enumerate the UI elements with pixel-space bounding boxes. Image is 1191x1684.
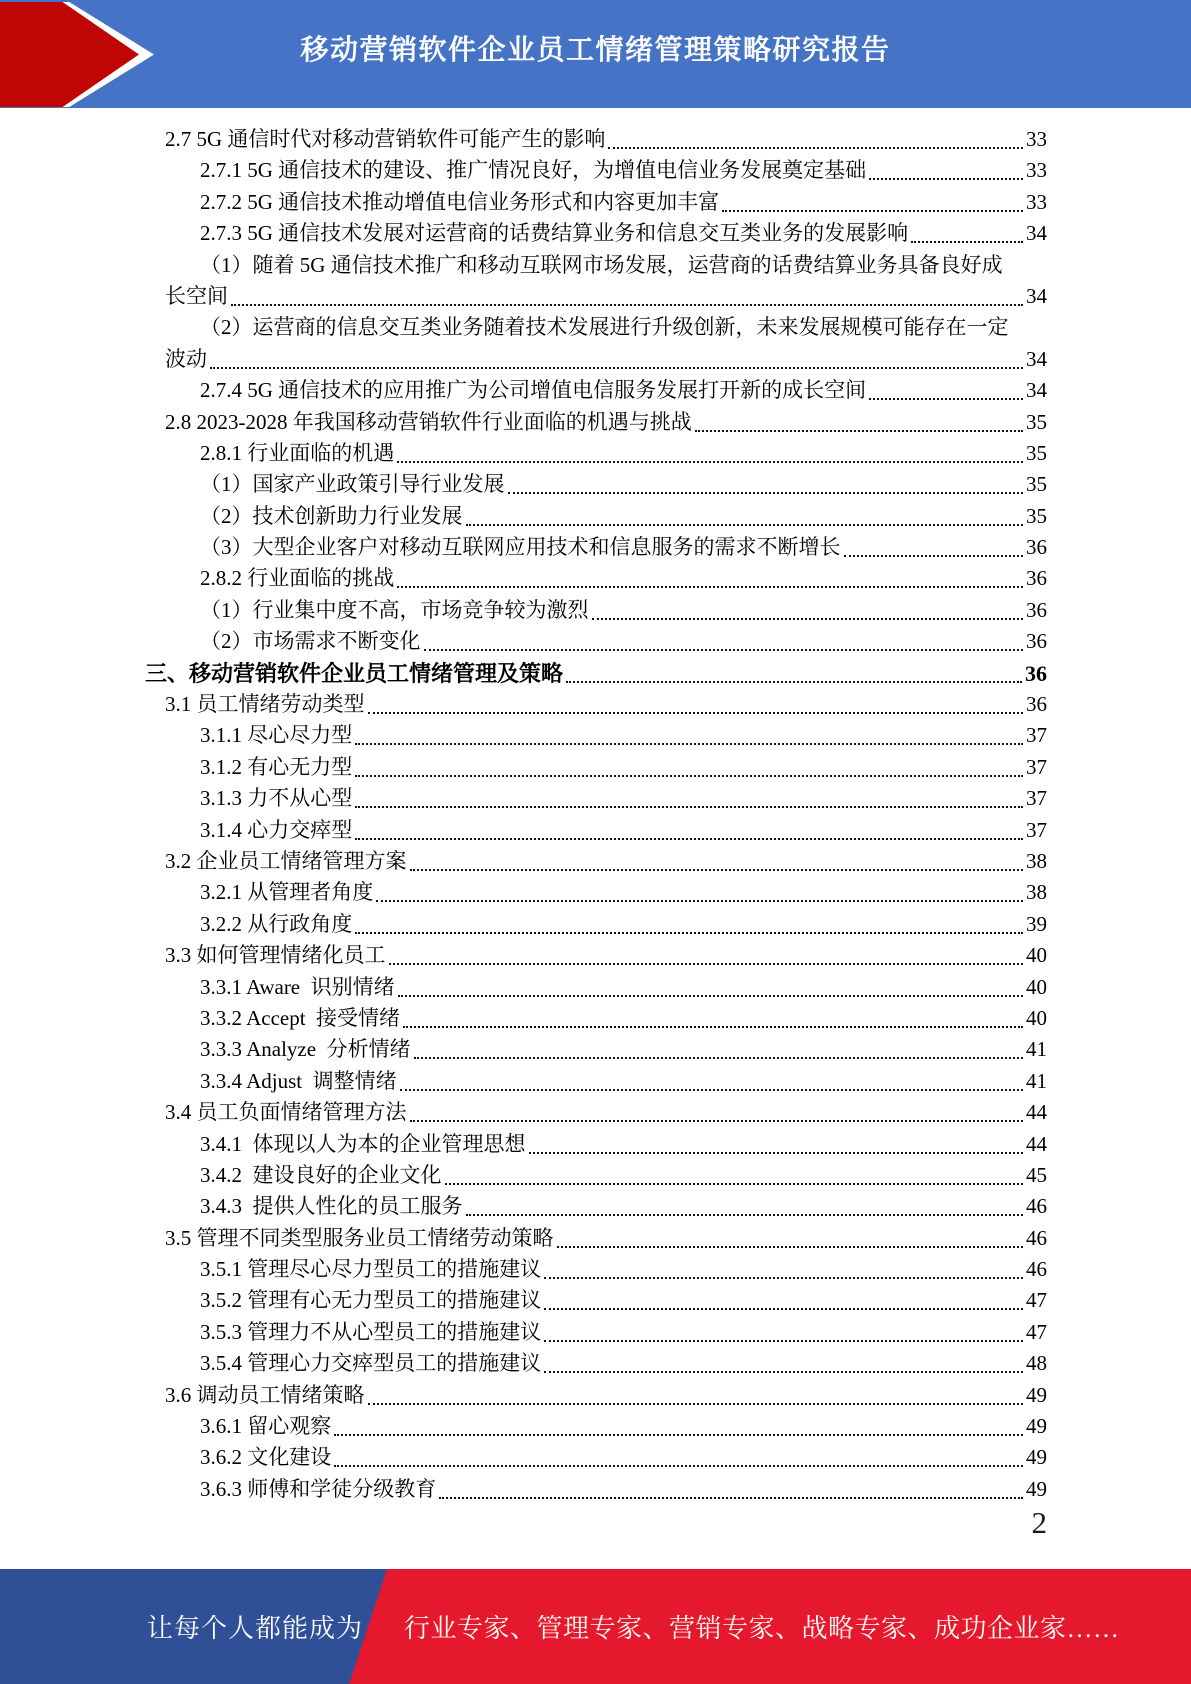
toc-dot-leader [722, 187, 1023, 212]
toc-entry-text: 3.2 企业员工情绪管理方案 [165, 848, 407, 873]
toc-page-ref: 40 [1026, 943, 1047, 968]
toc-entry-text: 2.7.1 5G 通信技术的建设、推广情况良好，为增值电信业务发展奠定基础 [200, 158, 867, 183]
toc-dot-leader [414, 1034, 1023, 1059]
toc-page-ref: 36 [1025, 660, 1047, 686]
toc-entry[interactable] [0, 658, 1047, 689]
toc-entry[interactable] [0, 469, 1047, 500]
toc-dot-leader [608, 124, 1023, 149]
toc-entry-text: 2.7.4 5G 通信技术的应用推广为公司增值电信服务发展打开新的成长空间 [200, 378, 867, 403]
toc-dot-leader [424, 626, 1024, 651]
toc-entry[interactable] [0, 1348, 1047, 1379]
toc-page-ref: 35 [1026, 472, 1047, 497]
toc-page-ref: 38 [1026, 848, 1047, 873]
toc-page-ref: 34 [1026, 283, 1047, 308]
toc-dot-leader [592, 595, 1024, 620]
toc-page-ref: 41 [1026, 1068, 1047, 1093]
toc-page-ref: 49 [1026, 1382, 1047, 1407]
toc-page-ref: 34 [1026, 221, 1047, 246]
toc-page-ref: 46 [1026, 1225, 1047, 1250]
toc-page-ref: 37 [1026, 817, 1047, 842]
toc-page-ref: 44 [1026, 1131, 1047, 1156]
toc-page-ref: 45 [1026, 1162, 1047, 1187]
toc-page-ref: 33 [1026, 158, 1047, 183]
toc-entry[interactable] [0, 563, 1047, 594]
toc-entry-text: 3.1.1 尽心尽力型 [200, 723, 353, 748]
toc-dot-leader [368, 689, 1024, 714]
toc-dot-leader [844, 532, 1024, 557]
toc-page-ref: 39 [1026, 911, 1047, 936]
toc-dot-leader [400, 1066, 1023, 1091]
toc-dot-leader [445, 1160, 1024, 1185]
toc-dot-leader [397, 563, 1023, 588]
toc-dot-leader [466, 501, 1024, 526]
toc-page-ref: 49 [1026, 1414, 1047, 1439]
toc-entry-text: 3.5.1 管理尽心尽力型员工的措施建议 [200, 1257, 542, 1282]
toc-dot-leader [355, 720, 1023, 745]
toc-page-ref: 37 [1026, 723, 1047, 748]
toc-entry[interactable] [0, 1097, 1047, 1128]
toc-dot-leader [544, 1348, 1023, 1373]
toc-dot-leader [403, 1003, 1023, 1028]
toc-entry-text: （2）运营商的信息交互类业务随着技术发展进行升级创新，未来发展规模可能存在一定 [200, 315, 1009, 340]
toc-entry[interactable] [0, 1380, 1047, 1411]
toc-page-ref: 36 [1026, 566, 1047, 591]
toc-entry[interactable] [0, 1003, 1047, 1034]
toc-page-ref: 46 [1026, 1194, 1047, 1219]
toc-entry[interactable] [0, 375, 1047, 406]
table-of-contents [0, 124, 1191, 1505]
toc-entry-text: 3.2.2 从行政角度 [200, 911, 353, 936]
toc-entry-text: 3.6 调动员工情绪策略 [165, 1382, 365, 1407]
toc-entry[interactable] [0, 1317, 1047, 1348]
toc-entry[interactable] [0, 877, 1047, 908]
toc-dot-leader [355, 815, 1023, 840]
toc-entry[interactable] [0, 1129, 1047, 1160]
toc-entry-text: 波动 [165, 346, 207, 371]
toc-entry[interactable] [0, 1223, 1047, 1254]
toc-dot-leader [389, 940, 1024, 965]
toc-entry[interactable] [0, 1474, 1047, 1505]
toc-entry-text: 3.4.1 体现以人为本的企业管理思想 [200, 1131, 526, 1156]
toc-entry-text: 3.6.3 师傅和学徒分级教育 [200, 1476, 437, 1501]
toc-entry[interactable] [0, 1066, 1047, 1097]
toc-entry[interactable] [0, 1442, 1047, 1473]
toc-entry-text: （1）国家产业政策引导行业发展 [200, 472, 505, 497]
toc-dot-leader [566, 658, 1022, 683]
toc-entry-text: 3.1.4 心力交瘁型 [200, 817, 353, 842]
toc-entry-text: 3.3.3 Analyze 分析情绪 [200, 1037, 411, 1062]
toc-dot-leader [869, 375, 1023, 400]
toc-dot-leader [334, 1442, 1023, 1467]
toc-entry[interactable] [0, 940, 1047, 971]
toc-entry-text: 3.4.2 建设良好的企业文化 [200, 1162, 442, 1187]
toc-entry-text: 3.5.2 管理有心无力型员工的措施建议 [200, 1288, 542, 1313]
toc-entry-text: 3.1 员工情绪劳动类型 [165, 692, 365, 717]
toc-dot-leader [398, 972, 1023, 997]
toc-page-ref: 35 [1026, 440, 1047, 465]
toc-entry-text: 3.3.2 Accept 接受情绪 [200, 1005, 401, 1030]
toc-page-ref: 40 [1026, 974, 1047, 999]
toc-entry-text: 3.3.4 Adjust 调整情绪 [200, 1068, 397, 1093]
toc-entry-text: （1）行业集中度不高，市场竞争较为激烈 [200, 597, 589, 622]
toc-entry-text: 2.8.1 行业面临的机遇 [200, 440, 395, 465]
toc-entry[interactable] [0, 312, 1047, 343]
toc-entry-text: 3.5.3 管理力不从心型员工的措施建议 [200, 1319, 542, 1344]
toc-dot-leader [410, 846, 1024, 871]
toc-page-ref: 49 [1026, 1445, 1047, 1470]
toc-page-ref: 33 [1026, 127, 1047, 151]
toc-page-ref: 36 [1026, 535, 1047, 560]
toc-page-ref: 36 [1026, 692, 1047, 717]
toc-entry-text: 2.8 2023-2028 年我国移动营销软件行业面临的机遇与挑战 [165, 409, 692, 434]
toc-page-ref: 44 [1026, 1100, 1047, 1125]
toc-entry[interactable] [0, 1254, 1047, 1285]
toc-entry-text: 2.7.3 5G 通信技术发展对运营商的话费结算业务和信息交互类业务的发展影响 [200, 221, 909, 246]
toc-dot-leader [355, 909, 1023, 934]
report-title: 移动营销软件企业员工情绪管理策略研究报告 [300, 34, 891, 65]
toc-page-ref: 47 [1026, 1288, 1047, 1313]
toc-entry-text: 2.7 5G 通信时代对移动营销软件可能产生的影响 [165, 127, 606, 151]
toc-entry-text: （2）技术创新助力行业发展 [200, 503, 463, 528]
toc-entry-text: 3.6.2 文化建设 [200, 1445, 332, 1470]
toc-entry[interactable] [0, 595, 1047, 626]
toc-dot-leader [355, 752, 1023, 777]
toc-entry[interactable] [0, 1160, 1047, 1191]
toc-page-ref: 34 [1026, 378, 1047, 403]
toc-entry[interactable] [0, 187, 1047, 218]
toc-dot-leader [508, 469, 1024, 494]
toc-dot-leader [911, 218, 1023, 243]
toc-page-ref: 37 [1026, 754, 1047, 779]
toc-dot-leader [544, 1285, 1023, 1310]
toc-dot-leader [397, 438, 1023, 463]
toc-page-ref: 41 [1026, 1037, 1047, 1062]
footer-slogan-left: 让每个人都能成为 [147, 1614, 364, 1643]
toc-entry[interactable] [0, 1191, 1047, 1222]
toc-dot-leader [529, 1129, 1024, 1154]
toc-entry[interactable] [0, 720, 1047, 751]
toc-page-ref: 48 [1026, 1351, 1047, 1376]
toc-entry[interactable] [0, 909, 1047, 940]
page-number: 2 [1031, 1505, 1047, 1540]
toc-dot-leader [466, 1191, 1024, 1216]
toc-entry-text: 3.4 员工负面情绪管理方法 [165, 1100, 407, 1125]
toc-page-ref: 37 [1026, 786, 1047, 811]
toc-dot-leader [210, 344, 1023, 369]
toc-page-ref: 36 [1026, 597, 1047, 622]
toc-page-ref: 33 [1026, 189, 1047, 214]
toc-page-ref: 46 [1026, 1257, 1047, 1282]
toc-entry-text: 3.4.3 提供人性化的员工服务 [200, 1194, 463, 1219]
toc-dot-leader [231, 281, 1023, 306]
toc-entry-text: 3.1.3 力不从心型 [200, 786, 353, 811]
toc-dot-leader [410, 1097, 1024, 1122]
header-banner [0, 0, 1191, 108]
toc-entry-text: （2）市场需求不断变化 [200, 629, 421, 654]
header-arrow-icon [0, 2, 139, 107]
toc-entry[interactable] [0, 1285, 1047, 1316]
toc-entry[interactable] [0, 501, 1047, 532]
toc-entry[interactable] [0, 438, 1047, 469]
toc-entry-text: 3.1.2 有心无力型 [200, 754, 353, 779]
toc-entry[interactable] [0, 532, 1047, 563]
toc-entry-text: 三、移动营销软件企业员工情绪管理及策略 [145, 660, 564, 686]
toc-entry[interactable] [0, 689, 1047, 720]
toc-entry[interactable] [0, 218, 1047, 249]
toc-entry-text: 2.7.2 5G 通信技术推动增值电信业务形式和内容更加丰富 [200, 189, 720, 214]
toc-page-ref: 35 [1026, 503, 1047, 528]
toc-entry-text: 2.8.2 行业面临的挑战 [200, 566, 395, 591]
toc-entry[interactable] [0, 155, 1047, 186]
footer-banner [0, 1569, 1191, 1684]
toc-dot-leader [355, 783, 1023, 808]
toc-entry[interactable] [0, 846, 1047, 877]
toc-dot-leader [368, 1380, 1024, 1405]
toc-entry[interactable] [0, 250, 1047, 281]
toc-page-ref: 40 [1026, 1005, 1047, 1030]
toc-entry[interactable] [0, 1034, 1047, 1065]
toc-entry-text: （1）随着 5G 通信技术推广和移动互联网市场发展，运营商的话费结算业务具备良好成 [200, 252, 1003, 277]
toc-page-ref: 49 [1026, 1476, 1047, 1501]
toc-dot-leader [557, 1223, 1024, 1248]
toc-dot-leader [376, 877, 1023, 902]
toc-entry[interactable] [0, 815, 1047, 846]
toc-page-ref: 34 [1026, 346, 1047, 371]
toc-entry-text: 3.5 管理不同类型服务业员工情绪劳动策略 [165, 1225, 554, 1250]
toc-dot-leader [334, 1411, 1023, 1436]
toc-dot-leader [544, 1254, 1023, 1279]
toc-entry[interactable] [0, 281, 1047, 312]
toc-page-ref: 36 [1026, 629, 1047, 654]
toc-entry[interactable] [0, 124, 1047, 155]
toc-dot-leader [544, 1317, 1023, 1342]
toc-page-ref: 47 [1026, 1319, 1047, 1344]
toc-entry-text: 3.6.1 留心观察 [200, 1414, 332, 1439]
toc-entry-text: 3.2.1 从管理者角度 [200, 880, 374, 905]
toc-entry[interactable] [0, 972, 1047, 1003]
toc-dot-leader [695, 407, 1023, 432]
toc-entry-text: 3.3.1 Aware 识别情绪 [200, 974, 395, 999]
toc-entry-text: 3.3 如何管理情绪化员工 [165, 943, 386, 968]
toc-page-ref: 35 [1026, 409, 1047, 434]
toc-entry-text: 3.5.4 管理心力交瘁型员工的措施建议 [200, 1351, 542, 1376]
toc-entry[interactable] [0, 344, 1047, 375]
toc-dot-leader [869, 155, 1023, 180]
toc-dot-leader [439, 1474, 1023, 1499]
toc-entry[interactable] [0, 626, 1047, 657]
toc-entry-text: 长空间 [165, 283, 228, 308]
toc-page-ref: 38 [1026, 880, 1047, 905]
toc-entry-text: （3）大型企业客户对移动互联网应用技术和信息服务的需求不断增长 [200, 535, 841, 560]
footer-slogan-right: 行业专家、管理专家、营销专家、战略专家、成功企业家…… [404, 1614, 1120, 1643]
toc-entry[interactable] [0, 752, 1047, 783]
toc-entry[interactable] [0, 1411, 1047, 1442]
toc-entry[interactable] [0, 407, 1047, 438]
toc-entry[interactable] [0, 783, 1047, 814]
